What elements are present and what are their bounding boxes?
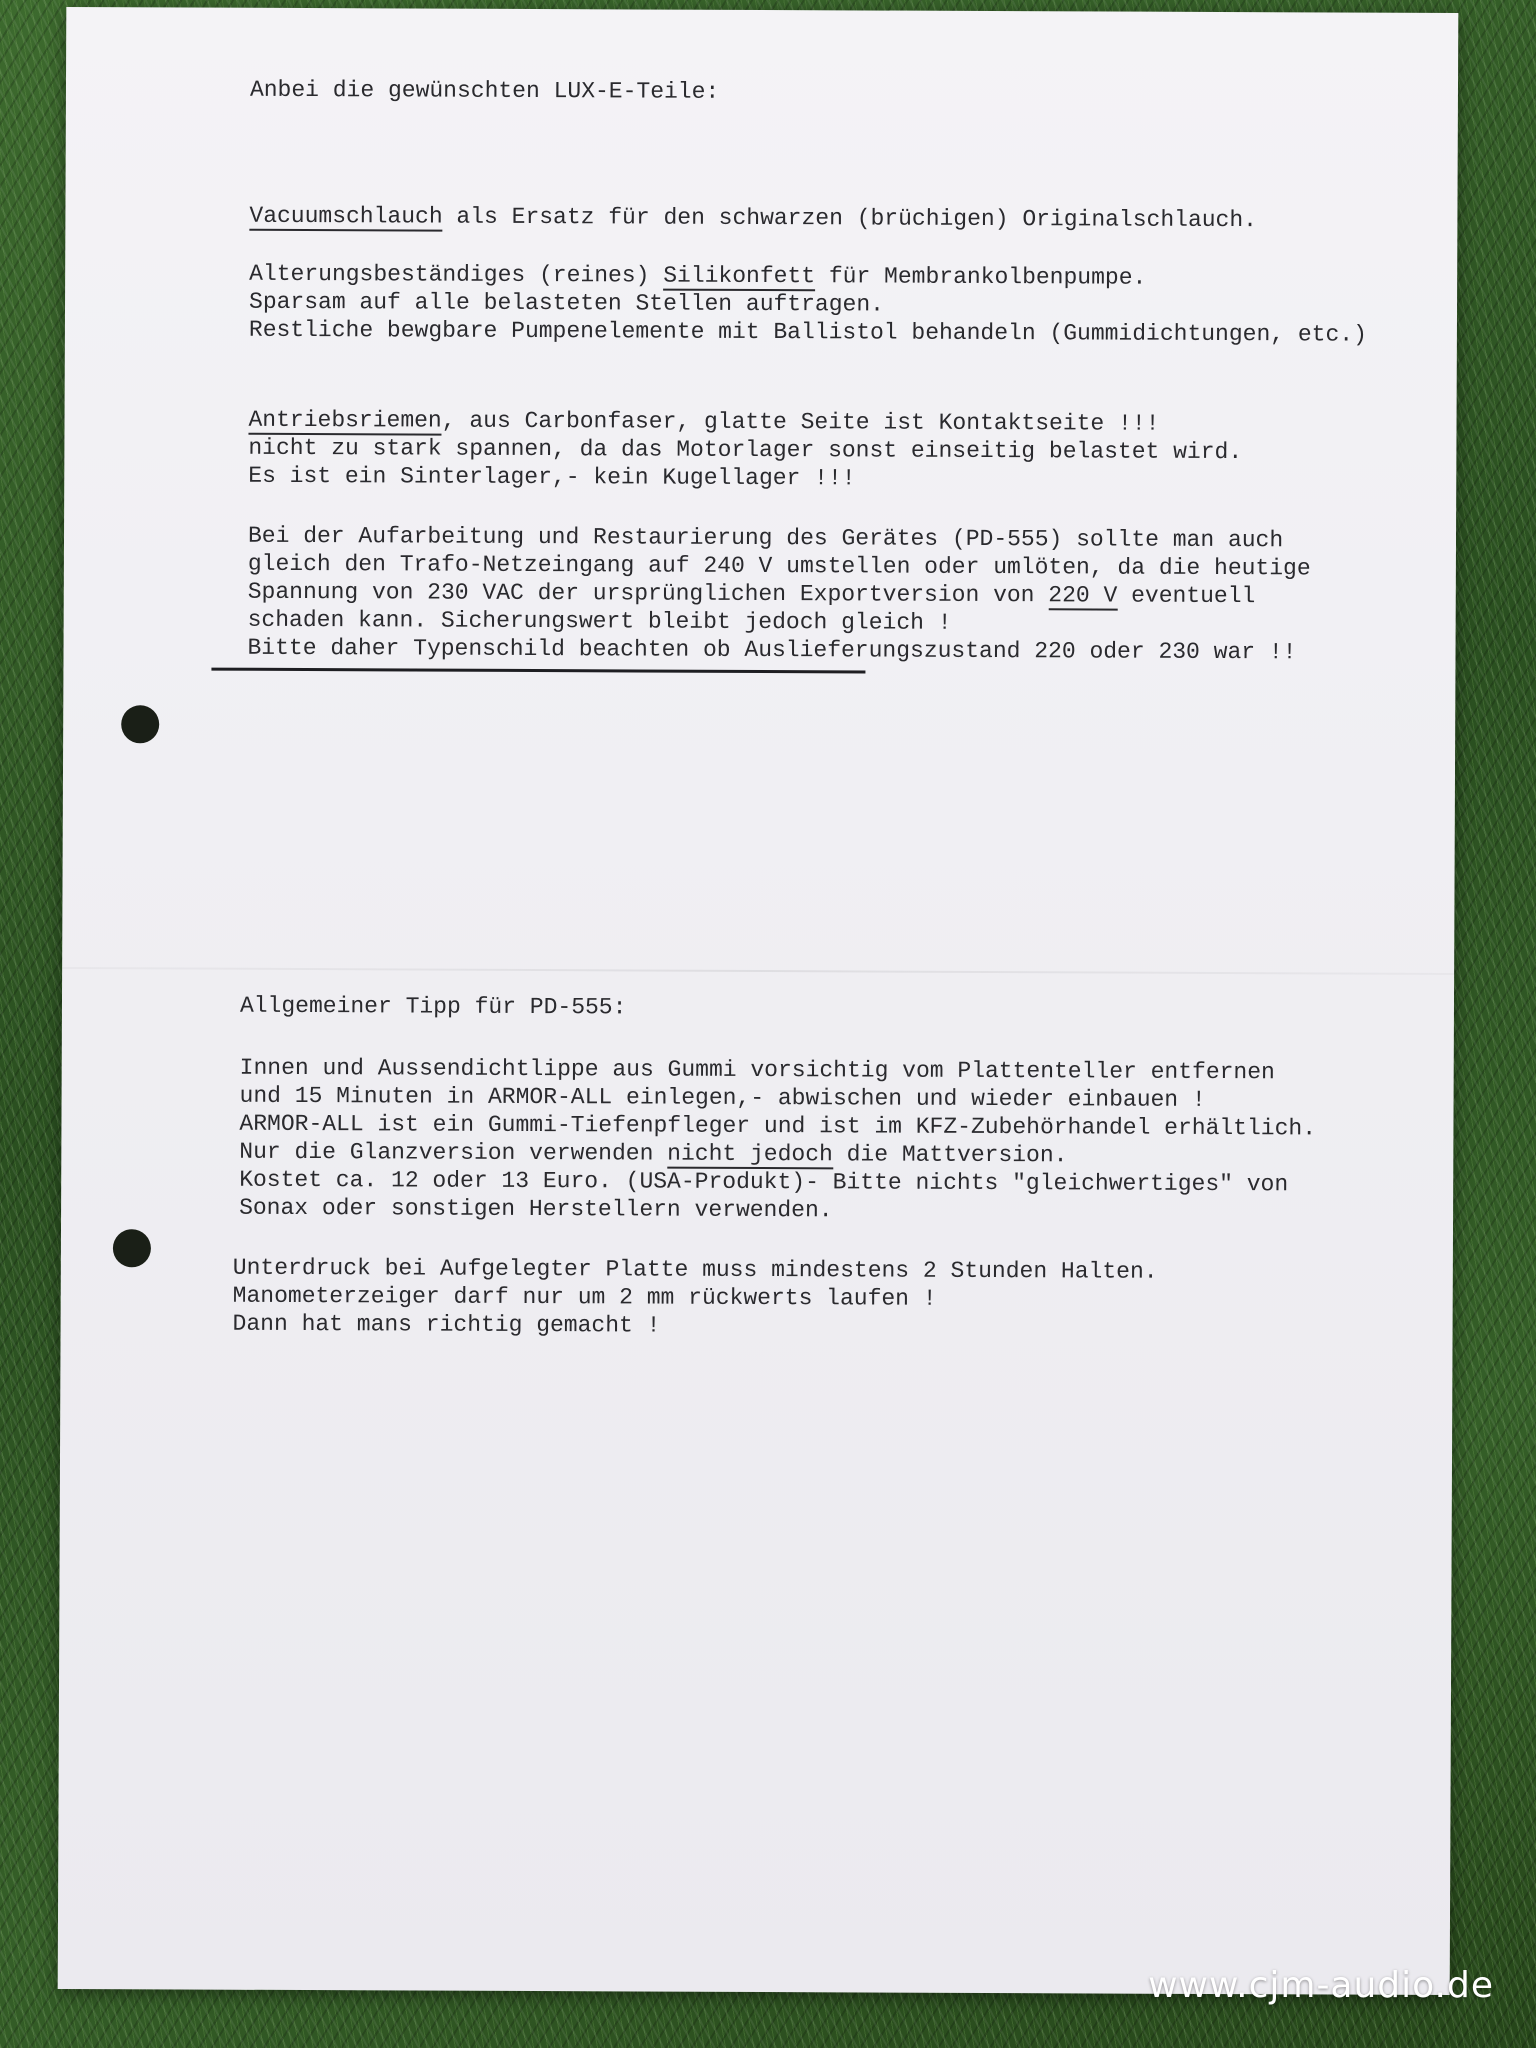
- silicone-text-a: Alterungsbeständiges (reines): [249, 260, 664, 289]
- restoration-line-5: Bitte daher Typenschild beachten ob Auslieferungszustand 220 oder 230 war !!: [247, 634, 1297, 666]
- restoration-line-4: schaden kann. Sicherungswert bleibt jedoch gleich !: [247, 606, 952, 636]
- restoration-line-1: Bei der Aufarbeitung und Restaurierung des Gerätes (PD-555) sollte man auch: [247, 522, 1284, 554]
- restoration-text-a: Spannung von 230 VAC der ursprünglichen Exportversion von: [247, 578, 1049, 609]
- belt-line-1: [248, 406, 1159, 438]
- voltage-term: 220 V: [1048, 582, 1118, 609]
- gloss-term: nicht jedoch: [667, 1140, 833, 1168]
- tip-heading: Allgemeiner Tipp für PD-555:: [239, 992, 627, 1021]
- tip-line-3: ARMOR-ALL ist ein Gummi-Tiefenpfleger und ist im KFZ-Zubehörhandel erhältlich.: [239, 1110, 1317, 1142]
- tip-text-a: Nur die Glanzversion verwenden: [239, 1138, 668, 1167]
- tip-line-5: Kostet ca. 12 oder 13 Euro. (USA-Produkt)- Bitte nichts "gleichwertiges" von: [239, 1166, 1289, 1198]
- vacuum-hose-text: als Ersatz für den schwarzen (brüchigen) Originalschlauch.: [442, 203, 1258, 234]
- vacuum-line-2: Manometerzeiger darf nur um 2 mm rückwerts laufen !: [232, 1282, 937, 1312]
- tip-line-4: [239, 1138, 1067, 1170]
- paper-sheet: [58, 7, 1459, 1995]
- belt-line-3: Es ist ein Sinterlager,- kein Kugellager !!!: [248, 462, 856, 492]
- hand-drawn-underline: [211, 668, 865, 674]
- silicone-line-1: [249, 260, 1146, 292]
- vacuum-line-1: Unterdruck bei Aufgelegter Platte muss mindestens 2 Stunden Halten.: [232, 1254, 1158, 1285]
- belt-line-2: nicht zu stark spannen, da das Motorlager sonst einseitig belastet wird.: [248, 434, 1243, 466]
- paper-fold: [62, 967, 1454, 975]
- tip-line-6: Sonax oder sonstigen Herstellern verwenden.: [239, 1194, 833, 1224]
- tip-text-b: die Mattversion.: [832, 1141, 1068, 1169]
- tip-line-2: und 15 Minuten in ARMOR-ALL einlegen,- abwischen und wieder einbauen !: [239, 1082, 1206, 1113]
- silicone-term: Silikonfett: [663, 262, 816, 290]
- intro-line: Anbei die gewünschten LUX-E-Teile:: [249, 76, 720, 105]
- restoration-line-2: gleich den Trafo-Netzeingang auf 240 V umstellen oder umlöten, da die heutige: [247, 550, 1311, 582]
- punch-hole-top: [121, 705, 159, 743]
- tip-line-1: Innen und Aussendichtlippe aus Gummi vorsichtig vom Plattenteller entfernen: [239, 1054, 1275, 1086]
- watermark: www.cjm-audio.de: [1148, 1965, 1494, 2006]
- silicone-line-3: Restliche bewgbare Pumpenelemente mit Ballistol behandeln (Gummidichtungen, etc.): [248, 316, 1367, 348]
- belt-text: , aus Carbonfaser, glatte Seite ist Kontaktseite !!!: [441, 407, 1160, 437]
- punch-hole-bottom: [113, 1229, 151, 1267]
- restoration-text-b: eventuell: [1117, 582, 1256, 610]
- restoration-line-3: [248, 578, 1256, 610]
- vacuum-hose-term: Vacuumschlauch: [249, 202, 443, 230]
- silicone-line-2: Sparsam auf alle belasteten Stellen auftragen.: [248, 288, 885, 318]
- silicone-text-b: für Membrankolbenpumpe.: [815, 263, 1147, 291]
- vacuum-line-3: Dann hat mans richtig gemacht !: [232, 1310, 661, 1339]
- vacuum-hose-line: [249, 202, 1257, 234]
- belt-term: Antriebsriemen: [248, 406, 442, 434]
